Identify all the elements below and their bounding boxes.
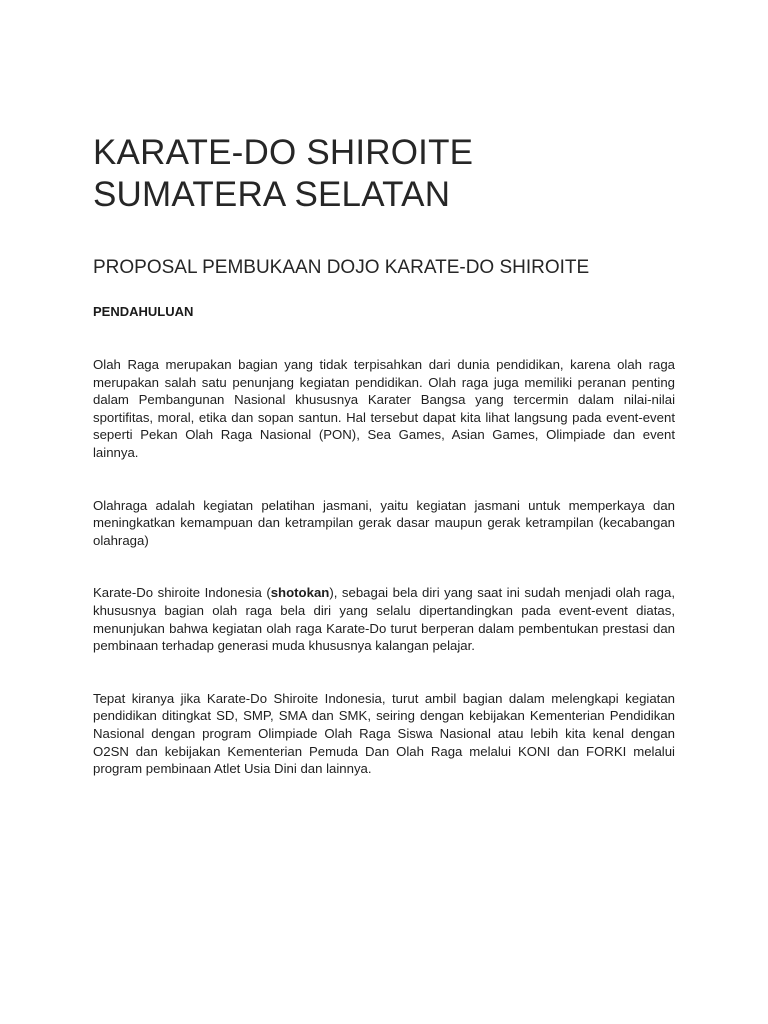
title-line-2: SUMATERA SELATAN — [93, 175, 451, 214]
paragraph-3-prefix: Karate-Do shiroite Indonesia ( — [93, 585, 271, 601]
paragraph-2: Olahraga adalah kegiatan pelatihan jasmani, yaitu kegiatan jasmani untuk memperkaya dan meningkatkan kemampuan dan ketrampilan gerak dasar maupun gerak ketrampilan (kecabangan olahraga) — [93, 497, 675, 548]
document-title — [93, 132, 675, 216]
paragraph-3-bold-term: shotokan — [270, 585, 330, 601]
paragraph-4: Tepat kiranya jika Karate-Do Shiroite Indonesia, turut ambil bagian dalam melengkapi kegiatan pendidikan ditingkat SD, SMP, SMA dan SMK, seiring dengan kebijakan Kementerian Pendidikan Nasional dengan program Olimpiade Olah Raga Siswa Nasional atau lebih kita kenal dengan O2SN dan kebijakan Kementerian Pemuda Dan Olah Raga melalui KONI dan FORKI melalui program pembinaan Atlet Usia Dini dan lainnya. — [93, 690, 675, 777]
paragraph-3-suffix: ), sebagai bela diri yang saat ini sudah menjadi olah raga, khususnya bagian olah raga bela diri yang selalu dipertandingkan pada event-event diatas, menunjukan bahwa kegiatan olah raga Karate-Do turut berperan dalam pembentukan prestasi dan pembinaan terhadap generasi muda khususnya kalangan pelajar. — [93, 585, 675, 654]
paragraph-1: Olah Raga merupakan bagian yang tidak terpisahkan dari dunia pendidikan, karena olah raga merupakan salah satu penunjang kegiatan pendidikan. Olah raga juga memiliki peranan penting dalam Pembangunan Nasional khususnya Karater Bangsa yang tercermin dalam nilai-nilai sportifitas, moral, etika dan sopan santun. Hal tersebut dapat kita lihat langsung pada event-event seperti Pekan Olah Raga Nasional (PON), Sea Games, Asian Games, Olimpiade dan event lainnya. — [93, 357, 675, 460]
title-line-1: KARATE-DO SHIROITE — [93, 133, 474, 172]
document-subtitle: PROPOSAL PEMBUKAAN DOJO KARATE-DO SHIROITE — [93, 257, 590, 278]
paragraph-3 — [93, 584, 675, 654]
section-heading: PENDAHULUAN — [93, 304, 194, 319]
document-page — [93, 132, 675, 778]
